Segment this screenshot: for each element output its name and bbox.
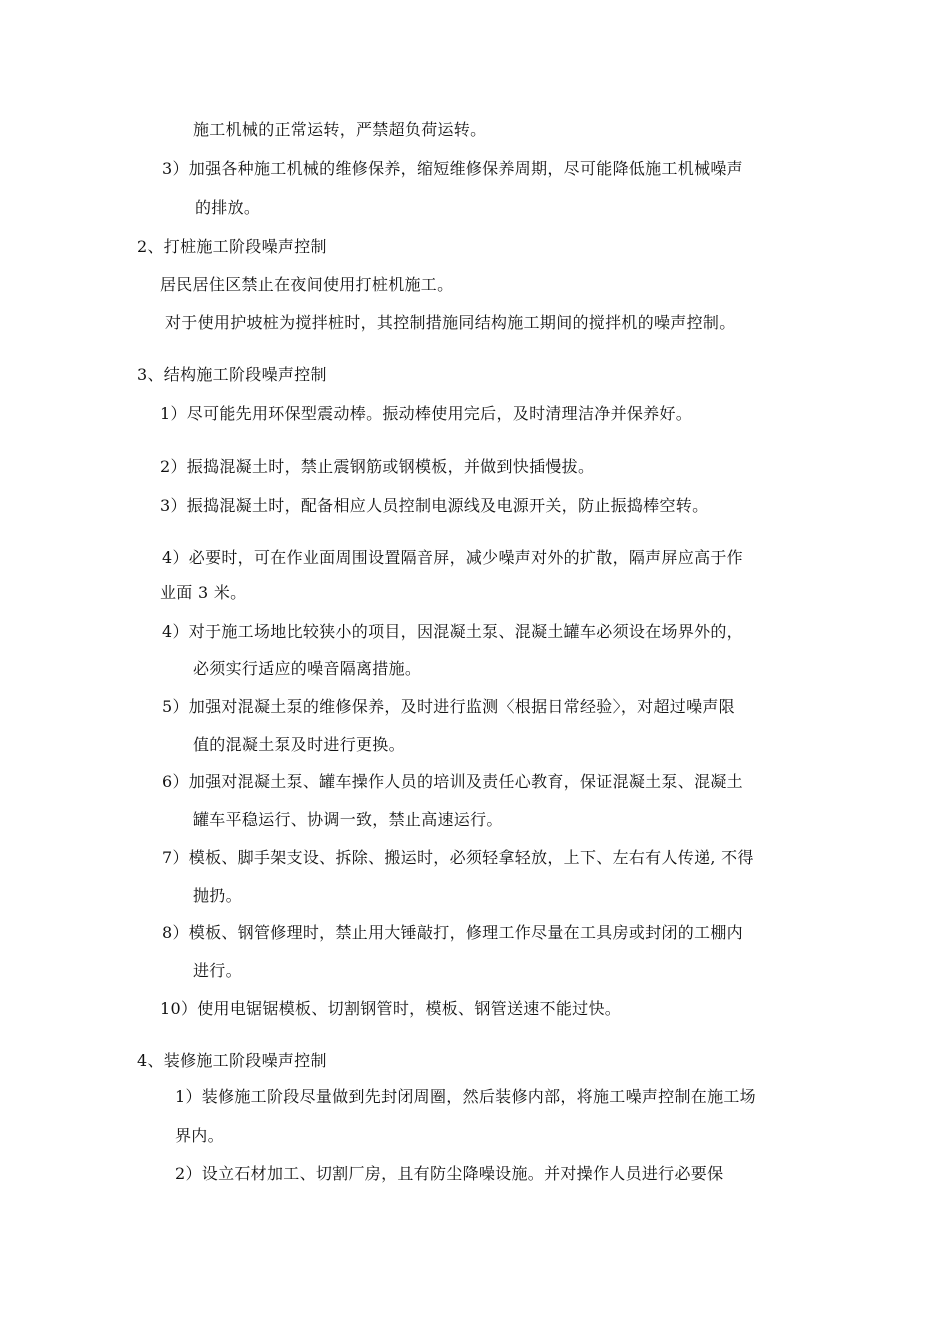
text-line: 界内。 (175, 1126, 224, 1145)
list-item-line: 2）设立石材加工、切割厂房，且有防尘降噪设施。并对操作人员进行必要保 (175, 1164, 724, 1183)
list-item-line: 7）模板、脚手架支设、拆除、搬运时，必须轻拿轻放，上下、左右有人传递, 不得 (162, 848, 754, 867)
text-line: 罐车平稳运行、协调一致，禁止高速运行。 (193, 810, 503, 829)
text-line: 必须实行适应的噪音隔离措施。 (193, 659, 422, 678)
section-heading: 4、装修施工阶段噪声控制 (137, 1051, 327, 1070)
text-line: 业面 3 米。 (160, 583, 247, 602)
text-line: 对于使用护坡桩为搅拌桩时，其控制措施同结构施工期间的搅拌机的噪声控制。 (165, 313, 736, 332)
list-item-line: 3）加强各种施工机械的维修保养，缩短维修保养周期，尽可能降低施工机械噪声 (162, 159, 743, 178)
list-item-line: 4）必要时，可在作业面周围设置隔音屏，减少噪声对外的扩散，隔声屏应高于作 (162, 548, 743, 567)
text-line: 值的混凝土泵及时进行更换。 (193, 735, 405, 754)
list-item-line: 8）模板、钢管修理时，禁止用大锤敲打，修理工作尽量在工具房或封闭的工棚内 (162, 923, 743, 942)
text-line: 施工机械的正常运转，严禁超负荷运转。 (193, 120, 487, 139)
section-heading: 2、打桩施工阶段噪声控制 (137, 237, 327, 256)
list-item-line: 1）尽可能先用环保型震动棒。振动棒使用完后，及时清理洁净并保养好。 (160, 404, 693, 423)
list-item-line: 10）使用电锯锯模板、切割钢管时，模板、钢管送速不能过快。 (160, 999, 622, 1018)
section-heading: 3、结构施工阶段噪声控制 (137, 365, 327, 384)
list-item-line: 6）加强对混凝土泵、罐车操作人员的培训及责任心教育，保证混凝土泵、混凝土 (162, 772, 743, 791)
text-line: 居民居住区禁止在夜间使用打桩机施工。 (160, 275, 454, 294)
text-line: 抛扔。 (193, 886, 242, 905)
list-item-line: 3）振捣混凝土时，配备相应人员控制电源线及电源开关，防止振捣棒空转。 (160, 496, 709, 515)
list-item-line: 1）装修施工阶段尽量做到先封闭周圈，然后装修内部，将施工噪声控制在施工场 (175, 1087, 756, 1106)
list-item-line: 5）加强对混凝土泵的维修保养，及时进行监测〈根据日常经验〉，对超过噪声限 (162, 697, 735, 716)
list-item-line: 4）对于施工场地比较狭小的项目，因混凝土泵、混凝土罐车必须设在场界外的， (162, 622, 743, 641)
list-item-line: 2）振捣混凝土时，禁止震钢筋或钢模板，并做到快插慢拔。 (160, 457, 595, 476)
text-line: 的排放。 (195, 198, 261, 217)
text-line: 进行。 (193, 961, 242, 980)
